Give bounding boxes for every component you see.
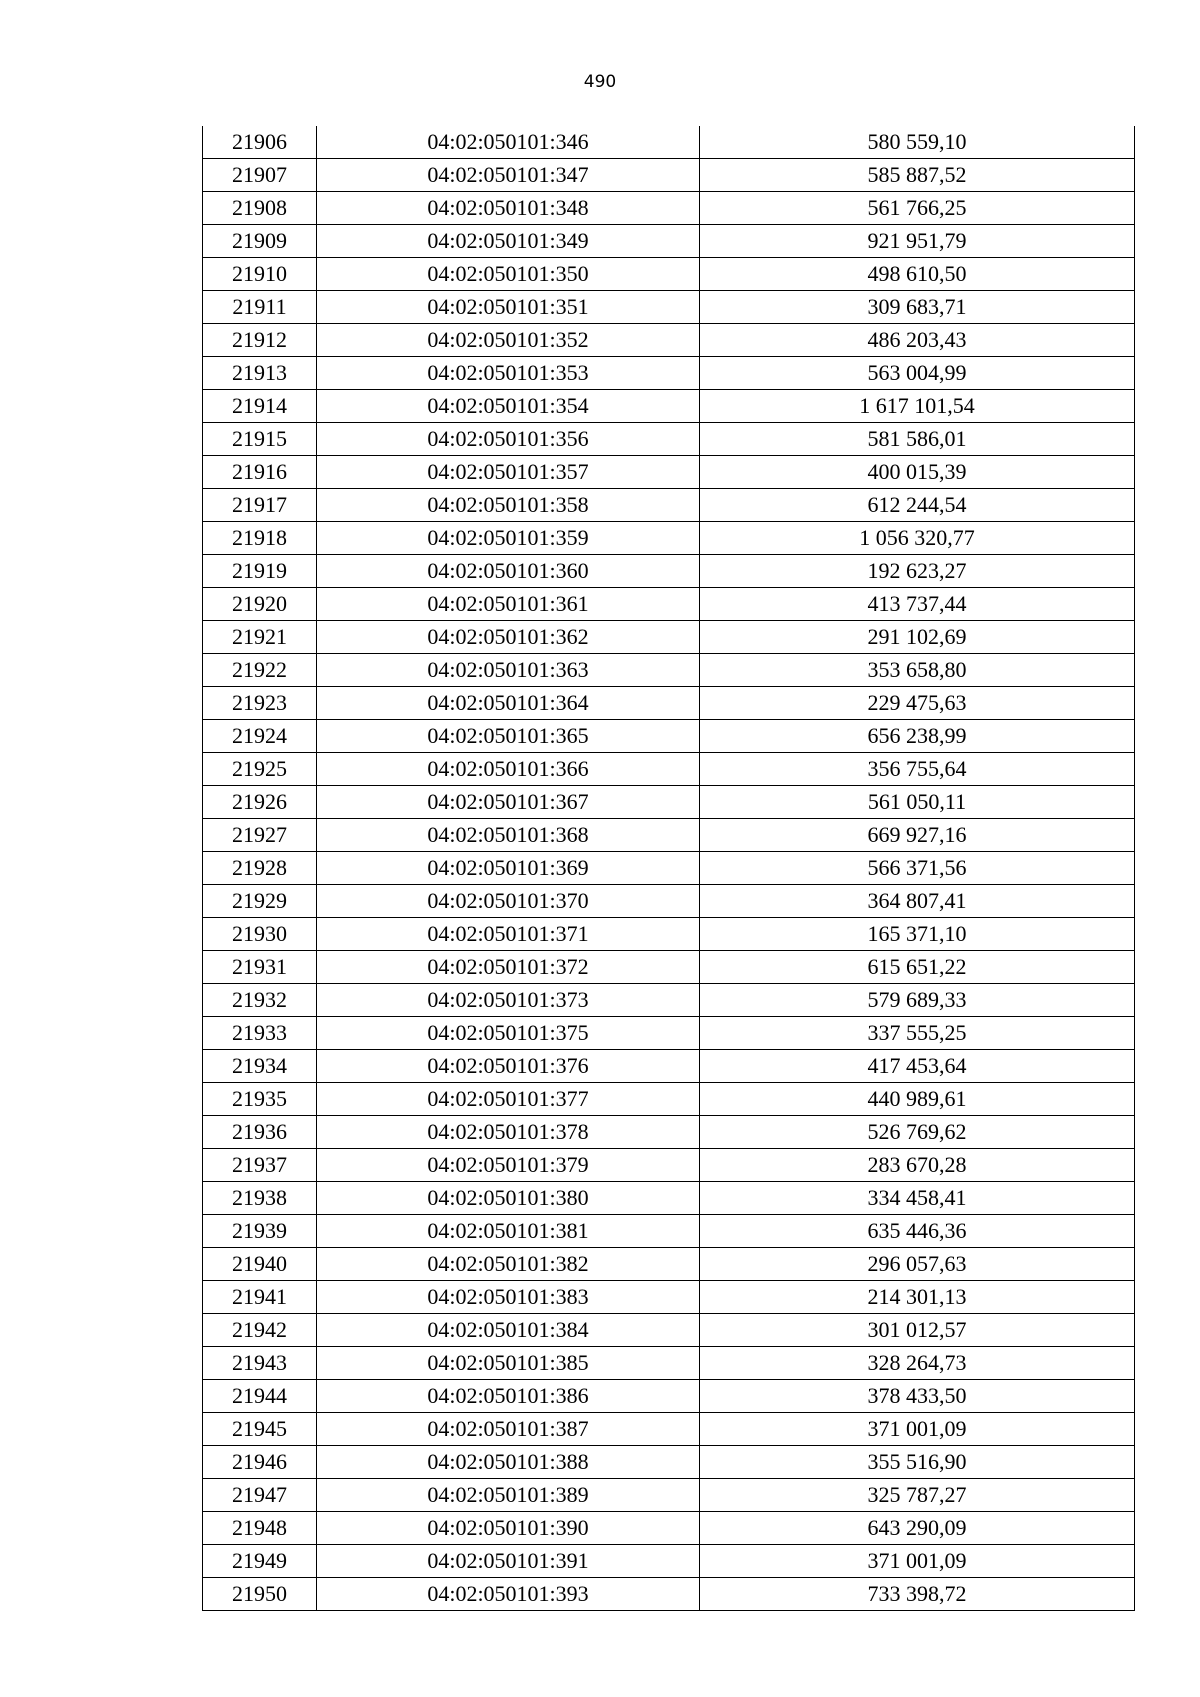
table-row bbox=[203, 225, 1135, 258]
table-row bbox=[203, 1380, 1135, 1413]
row-number-cell: 21937 bbox=[203, 1149, 317, 1182]
cadastral-number-cell: 04:02:050101:362 bbox=[317, 621, 700, 654]
row-number-cell: 21916 bbox=[203, 456, 317, 489]
cadastral-value-cell: 214 301,13 bbox=[700, 1281, 1135, 1314]
cadastral-number-cell: 04:02:050101:373 bbox=[317, 984, 700, 1017]
table-row bbox=[203, 1314, 1135, 1347]
cadastral-value-cell: 400 015,39 bbox=[700, 456, 1135, 489]
row-number-cell: 21939 bbox=[203, 1215, 317, 1248]
cadastral-value-cell: 328 264,73 bbox=[700, 1347, 1135, 1380]
table-row bbox=[203, 1281, 1135, 1314]
cadastral-number-cell: 04:02:050101:393 bbox=[317, 1578, 700, 1611]
cadastral-number-cell: 04:02:050101:353 bbox=[317, 357, 700, 390]
row-number-cell: 21938 bbox=[203, 1182, 317, 1215]
cadastral-number-cell: 04:02:050101:378 bbox=[317, 1116, 700, 1149]
table-row bbox=[203, 1578, 1135, 1611]
table-row bbox=[203, 654, 1135, 687]
cadastral-number-cell: 04:02:050101:383 bbox=[317, 1281, 700, 1314]
cadastral-number-cell: 04:02:050101:368 bbox=[317, 819, 700, 852]
cadastral-number-cell: 04:02:050101:382 bbox=[317, 1248, 700, 1281]
table-row bbox=[203, 192, 1135, 225]
table-row bbox=[203, 687, 1135, 720]
cadastral-number-cell: 04:02:050101:391 bbox=[317, 1545, 700, 1578]
row-number-cell: 21915 bbox=[203, 423, 317, 456]
cadastral-value-cell: 643 290,09 bbox=[700, 1512, 1135, 1545]
row-number-cell: 21907 bbox=[203, 159, 317, 192]
table-row bbox=[203, 324, 1135, 357]
cadastral-value-cell: 585 887,52 bbox=[700, 159, 1135, 192]
table-row bbox=[203, 720, 1135, 753]
table-row bbox=[203, 159, 1135, 192]
row-number-cell: 21918 bbox=[203, 522, 317, 555]
cadastral-value-cell: 498 610,50 bbox=[700, 258, 1135, 291]
table-row bbox=[203, 1248, 1135, 1281]
row-number-cell: 21920 bbox=[203, 588, 317, 621]
cadastral-number-cell: 04:02:050101:352 bbox=[317, 324, 700, 357]
cadastral-value-cell: 296 057,63 bbox=[700, 1248, 1135, 1281]
table-row bbox=[203, 1083, 1135, 1116]
cadastral-number-cell: 04:02:050101:377 bbox=[317, 1083, 700, 1116]
cadastral-number-cell: 04:02:050101:357 bbox=[317, 456, 700, 489]
row-number-cell: 21940 bbox=[203, 1248, 317, 1281]
row-number-cell: 21913 bbox=[203, 357, 317, 390]
cadastral-value-cell: 192 623,27 bbox=[700, 555, 1135, 588]
cadastral-value-cell: 615 651,22 bbox=[700, 951, 1135, 984]
table-row bbox=[203, 951, 1135, 984]
cadastral-value-cell: 733 398,72 bbox=[700, 1578, 1135, 1611]
cadastral-value-cell: 371 001,09 bbox=[700, 1413, 1135, 1446]
table-row bbox=[203, 489, 1135, 522]
cadastral-value-table bbox=[202, 126, 1135, 1611]
row-number-cell: 21935 bbox=[203, 1083, 317, 1116]
row-number-cell: 21925 bbox=[203, 753, 317, 786]
table-row bbox=[203, 621, 1135, 654]
row-number-cell: 21909 bbox=[203, 225, 317, 258]
table-row bbox=[203, 1215, 1135, 1248]
cadastral-number-cell: 04:02:050101:361 bbox=[317, 588, 700, 621]
table-row bbox=[203, 1347, 1135, 1380]
cadastral-value-cell: 921 951,79 bbox=[700, 225, 1135, 258]
table-row bbox=[203, 126, 1135, 159]
table-row bbox=[203, 1545, 1135, 1578]
cadastral-value-cell: 486 203,43 bbox=[700, 324, 1135, 357]
cadastral-value-cell: 337 555,25 bbox=[700, 1017, 1135, 1050]
table-row bbox=[203, 291, 1135, 324]
row-number-cell: 21917 bbox=[203, 489, 317, 522]
cadastral-number-cell: 04:02:050101:356 bbox=[317, 423, 700, 456]
cadastral-number-cell: 04:02:050101:388 bbox=[317, 1446, 700, 1479]
cadastral-value-cell: 355 516,90 bbox=[700, 1446, 1135, 1479]
row-number-cell: 21944 bbox=[203, 1380, 317, 1413]
table-row bbox=[203, 1182, 1135, 1215]
table-row bbox=[203, 852, 1135, 885]
table-row bbox=[203, 1050, 1135, 1083]
cadastral-value-cell: 283 670,28 bbox=[700, 1149, 1135, 1182]
row-number-cell: 21947 bbox=[203, 1479, 317, 1512]
cadastral-value-cell: 440 989,61 bbox=[700, 1083, 1135, 1116]
cadastral-value-cell: 334 458,41 bbox=[700, 1182, 1135, 1215]
cadastral-number-cell: 04:02:050101:367 bbox=[317, 786, 700, 819]
cadastral-value-cell: 309 683,71 bbox=[700, 291, 1135, 324]
cadastral-value-cell: 581 586,01 bbox=[700, 423, 1135, 456]
table-body bbox=[203, 126, 1135, 1611]
cadastral-value-cell: 580 559,10 bbox=[700, 126, 1135, 159]
row-number-cell: 21943 bbox=[203, 1347, 317, 1380]
cadastral-value-cell: 561 766,25 bbox=[700, 192, 1135, 225]
cadastral-value-cell: 378 433,50 bbox=[700, 1380, 1135, 1413]
cadastral-number-cell: 04:02:050101:359 bbox=[317, 522, 700, 555]
table-row bbox=[203, 1512, 1135, 1545]
row-number-cell: 21910 bbox=[203, 258, 317, 291]
cadastral-number-cell: 04:02:050101:369 bbox=[317, 852, 700, 885]
table-row bbox=[203, 753, 1135, 786]
cadastral-number-cell: 04:02:050101:375 bbox=[317, 1017, 700, 1050]
row-number-cell: 21948 bbox=[203, 1512, 317, 1545]
row-number-cell: 21933 bbox=[203, 1017, 317, 1050]
cadastral-value-cell: 635 446,36 bbox=[700, 1215, 1135, 1248]
row-number-cell: 21945 bbox=[203, 1413, 317, 1446]
row-number-cell: 21908 bbox=[203, 192, 317, 225]
table-row bbox=[203, 918, 1135, 951]
cadastral-value-cell: 325 787,27 bbox=[700, 1479, 1135, 1512]
table-row bbox=[203, 1479, 1135, 1512]
row-number-cell: 21929 bbox=[203, 885, 317, 918]
cadastral-number-cell: 04:02:050101:390 bbox=[317, 1512, 700, 1545]
table-row bbox=[203, 819, 1135, 852]
cadastral-value-cell: 356 755,64 bbox=[700, 753, 1135, 786]
cadastral-number-cell: 04:02:050101:366 bbox=[317, 753, 700, 786]
table-row bbox=[203, 522, 1135, 555]
row-number-cell: 21942 bbox=[203, 1314, 317, 1347]
row-number-cell: 21950 bbox=[203, 1578, 317, 1611]
table-row bbox=[203, 786, 1135, 819]
row-number-cell: 21941 bbox=[203, 1281, 317, 1314]
row-number-cell: 21923 bbox=[203, 687, 317, 720]
row-number-cell: 21914 bbox=[203, 390, 317, 423]
row-number-cell: 21932 bbox=[203, 984, 317, 1017]
row-number-cell: 21922 bbox=[203, 654, 317, 687]
row-number-cell: 21921 bbox=[203, 621, 317, 654]
row-number-cell: 21927 bbox=[203, 819, 317, 852]
cadastral-value-cell: 353 658,80 bbox=[700, 654, 1135, 687]
cadastral-number-cell: 04:02:050101:358 bbox=[317, 489, 700, 522]
cadastral-number-cell: 04:02:050101:376 bbox=[317, 1050, 700, 1083]
table-row bbox=[203, 885, 1135, 918]
cadastral-value-cell: 563 004,99 bbox=[700, 357, 1135, 390]
cadastral-value-cell: 413 737,44 bbox=[700, 588, 1135, 621]
cadastral-number-cell: 04:02:050101:386 bbox=[317, 1380, 700, 1413]
cadastral-value-cell: 526 769,62 bbox=[700, 1116, 1135, 1149]
table-row bbox=[203, 1149, 1135, 1182]
cadastral-number-cell: 04:02:050101:380 bbox=[317, 1182, 700, 1215]
cadastral-number-cell: 04:02:050101:389 bbox=[317, 1479, 700, 1512]
table-row bbox=[203, 1446, 1135, 1479]
cadastral-value-cell: 229 475,63 bbox=[700, 687, 1135, 720]
page-number: 490 bbox=[583, 72, 617, 92]
cadastral-number-cell: 04:02:050101:370 bbox=[317, 885, 700, 918]
cadastral-number-cell: 04:02:050101:379 bbox=[317, 1149, 700, 1182]
cadastral-number-cell: 04:02:050101:381 bbox=[317, 1215, 700, 1248]
table-row bbox=[203, 357, 1135, 390]
cadastral-number-cell: 04:02:050101:385 bbox=[317, 1347, 700, 1380]
row-number-cell: 21936 bbox=[203, 1116, 317, 1149]
row-number-cell: 21949 bbox=[203, 1545, 317, 1578]
table-row bbox=[203, 588, 1135, 621]
cadastral-number-cell: 04:02:050101:347 bbox=[317, 159, 700, 192]
cadastral-number-cell: 04:02:050101:349 bbox=[317, 225, 700, 258]
row-number-cell: 21906 bbox=[203, 126, 317, 159]
cadastral-number-cell: 04:02:050101:384 bbox=[317, 1314, 700, 1347]
table-row bbox=[203, 258, 1135, 291]
table-row bbox=[203, 423, 1135, 456]
cadastral-value-cell: 612 244,54 bbox=[700, 489, 1135, 522]
cadastral-value-cell: 301 012,57 bbox=[700, 1314, 1135, 1347]
cadastral-value-cell: 669 927,16 bbox=[700, 819, 1135, 852]
table-row bbox=[203, 1017, 1135, 1050]
row-number-cell: 21919 bbox=[203, 555, 317, 588]
cadastral-value-cell: 291 102,69 bbox=[700, 621, 1135, 654]
cadastral-number-cell: 04:02:050101:360 bbox=[317, 555, 700, 588]
cadastral-number-cell: 04:02:050101:346 bbox=[317, 126, 700, 159]
cadastral-value-cell: 165 371,10 bbox=[700, 918, 1135, 951]
row-number-cell: 21911 bbox=[203, 291, 317, 324]
row-number-cell: 21946 bbox=[203, 1446, 317, 1479]
table-row bbox=[203, 984, 1135, 1017]
cadastral-number-cell: 04:02:050101:351 bbox=[317, 291, 700, 324]
cadastral-value-cell: 579 689,33 bbox=[700, 984, 1135, 1017]
cadastral-value-cell: 1 056 320,77 bbox=[700, 522, 1135, 555]
cadastral-number-cell: 04:02:050101:350 bbox=[317, 258, 700, 291]
table-row bbox=[203, 390, 1135, 423]
cadastral-number-cell: 04:02:050101:387 bbox=[317, 1413, 700, 1446]
row-number-cell: 21931 bbox=[203, 951, 317, 984]
cadastral-value-cell: 566 371,56 bbox=[700, 852, 1135, 885]
cadastral-number-cell: 04:02:050101:348 bbox=[317, 192, 700, 225]
table-row bbox=[203, 555, 1135, 588]
row-number-cell: 21930 bbox=[203, 918, 317, 951]
row-number-cell: 21926 bbox=[203, 786, 317, 819]
cadastral-number-cell: 04:02:050101:365 bbox=[317, 720, 700, 753]
cadastral-number-cell: 04:02:050101:372 bbox=[317, 951, 700, 984]
table-row bbox=[203, 1116, 1135, 1149]
row-number-cell: 21912 bbox=[203, 324, 317, 357]
cadastral-value-cell: 656 238,99 bbox=[700, 720, 1135, 753]
cadastral-number-cell: 04:02:050101:371 bbox=[317, 918, 700, 951]
cadastral-number-cell: 04:02:050101:363 bbox=[317, 654, 700, 687]
cadastral-value-cell: 364 807,41 bbox=[700, 885, 1135, 918]
row-number-cell: 21928 bbox=[203, 852, 317, 885]
row-number-cell: 21934 bbox=[203, 1050, 317, 1083]
table-row bbox=[203, 1413, 1135, 1446]
cadastral-value-cell: 1 617 101,54 bbox=[700, 390, 1135, 423]
cadastral-value-cell: 371 001,09 bbox=[700, 1545, 1135, 1578]
table-row bbox=[203, 456, 1135, 489]
cadastral-number-cell: 04:02:050101:364 bbox=[317, 687, 700, 720]
cadastral-value-cell: 561 050,11 bbox=[700, 786, 1135, 819]
cadastral-value-cell: 417 453,64 bbox=[700, 1050, 1135, 1083]
row-number-cell: 21924 bbox=[203, 720, 317, 753]
cadastral-number-cell: 04:02:050101:354 bbox=[317, 390, 700, 423]
